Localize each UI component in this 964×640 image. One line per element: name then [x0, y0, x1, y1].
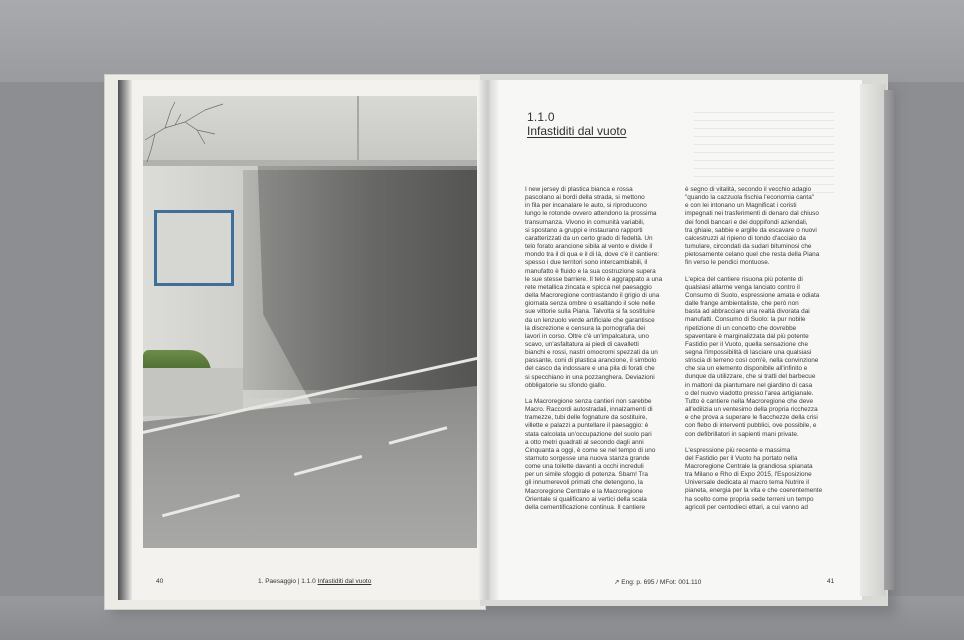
underpass-photo: [143, 96, 477, 548]
right-page-stack: [860, 84, 886, 596]
section-number: 1.1.0: [527, 110, 555, 124]
right-cover-edge: [884, 90, 894, 590]
paragraph: La Macroregione senza cantieri non sarebbe Macro. Raccordi autostradali, innalzamenti di tramezze, tubi delle fognature da sostituire, villette e palazzi a puntellare il paesaggio: è stata calcolata un'occupazione del suolo pari a otto metri quadrati al secondo dagli anni Cinquanta a oggi, è come se nel tempo di uno starnuto sorgesse una nuova stanza grande come una toilette davanti a occhi increduli per un simile sfoggio di potenza. Sbam! Tra gli innumerevoli primati che detengono, la Macroregione Centrale e la Macroregione Orientale si qualificano ai vertici della scala della cementificazione continua. Il cantiere: [525, 397, 656, 511]
left-page-binding: [118, 80, 132, 600]
footer-reference: ↗ Eng: p. 695 / MFot: 001.110: [614, 579, 702, 586]
running-head: [258, 578, 371, 585]
tree-branch-graphic: [145, 100, 235, 170]
running-head-link[interactable]: Infastiditi dal vuoto: [317, 578, 372, 585]
left-page-number: 40: [156, 578, 164, 585]
section-title: Infastiditi dal vuoto: [527, 124, 627, 138]
blank-sign-board: [154, 210, 234, 286]
paragraph: I new jersey di plastica bianca e rossa pascolano ai bordi della strada, si mettono in fila per incanalare le auto, si riproducono lungo le rotonde ovvero attendono la prossima transumanza. Vivono in comunità variabili, si spostano a gruppi e instaurano rapporti caratterizzati da un certo grado di fedeltà. Un telo forato arancione sibila al vento e divide il mondo tra il di qua e il di là, dove c'è il cantiere: spesso i due territori sono intercambiabili, il manufatto è fluido e la sua costruzione supera le sue stesse barriere. Il telo è aggrappato a una rete metallica zincata e spicca nel paesaggio della Macroregione contrastando il grigio di una giornata senza ombre o esaltando il sole nelle sue vittorie sulla Piana. Talvolta si fa sostituire da un lenzuolo verde artificiale che garantisce la discrezione e censura la pornografia dei lavori in corso. Oltre c'è un'impalcatura, uno scavo, un'asfaltatura ai piedi di cavalletti bianchi e rossi, nastri omocromi spezzati da un passante, coni di plastica arancione, il simbolo del casco da indossare e una pila di forati che si specchiano in una pozzanghera. Deviazioni obbligatorie su sfondo giallo.: [525, 186, 663, 389]
curb: [143, 368, 243, 416]
background-top: [0, 0, 964, 82]
paragraph: è segno di vitalità, secondo il vecchio adagio "quando la cazzuola fischia l'economia canta" e con lei intonano un Magnificat i coristi impegnati nei trasferimenti di denaro dal chiuso dei fondi bancari e dei doppifondi aziendali, tra ghiaie, sabbie e argille da escavare o nuovi calcestruzzi al ripieno di tondo d'acciaio da tumulare, circondati da sudari bituminosi che pietosamente celano quel che resta della Piana fin verso le pendici montuose.: [685, 186, 820, 267]
right-page-number: 41: [827, 578, 835, 585]
text-column-left: [525, 186, 675, 520]
running-head-label: 1. Paesaggio | 1.1.0: [258, 578, 318, 585]
text-column-right: [685, 186, 835, 520]
beam-seam: [357, 96, 359, 166]
paragraph: L'espressione più recente e massima del Fastidio per il Vuoto ha portato nella Macroregione Centrale la grandiosa spianata tra Milano e Rho di Expo 2015, l'Esposizione Universale dedicata al macro tema Nutrire il pianeta, energia per la vita e che coerentemente ha scelto come propria sede terreni un tempo agricoli per centodieci ettari, a cui vanno ad: [685, 446, 823, 511]
show-through-text: [694, 112, 834, 194]
gutter-shadow: [478, 80, 500, 600]
paragraph: L'epica del cantiere risuona più potente di qualsiasi allarme venga lanciato contro il Consumo di Suolo, espressione amata e odiata dalle frange ambientaliste, che però non basta ad abbracciare una realtà divorata dai manufatti. Consumo di Suolo: la pur nobile ripetizione di un concetto che dovrebbe spaventare è marginalizzata dal più potente Fastidio per il Vuoto, quella sensazione che segna l'impossibilità di lasciare una qualsiasi striscia di terreno così com'è, nella convinzione che sia un elemento disponibile all'infinito e dunque da utilizzare, che si tratti del barbecue in mattoni da piantumare nel giardino di casa o del nuovo viadotto presso l'area artigianale. Tutto è cantiere nella Macroregione che deve all'edilizia un ventesimo della propria ricchezza e che prova a superare le fiacchezze della crisi con flebo di interventi pubblici, ove possibile, e con defibrillatori in sapienti mani private.: [685, 275, 820, 438]
